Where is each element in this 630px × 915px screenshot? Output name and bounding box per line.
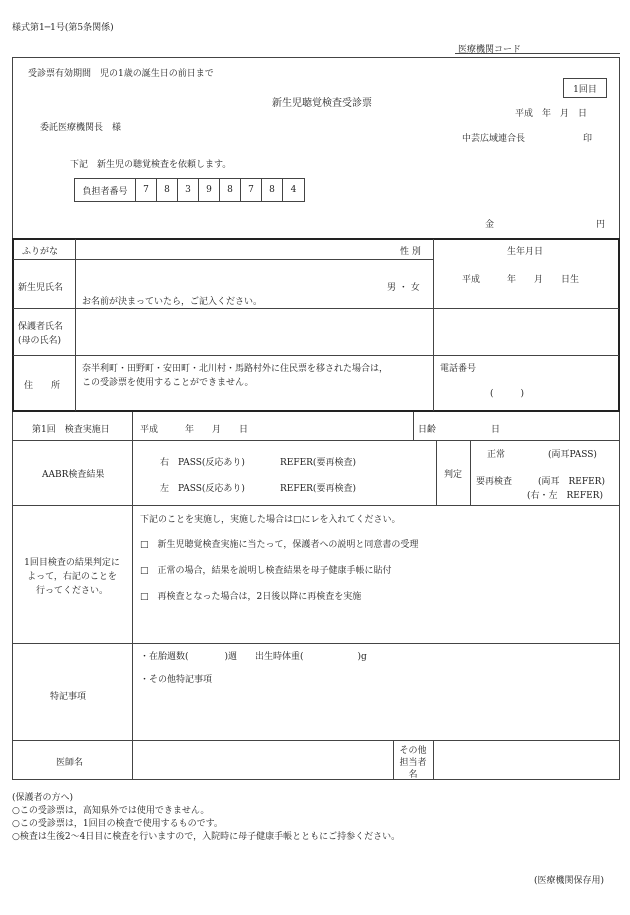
exam-divider — [470, 440, 471, 505]
age-unit: 日 — [491, 425, 501, 435]
judge-label: 判定 — [444, 470, 463, 480]
info-divider — [13, 355, 619, 356]
seal-mark: 印 — [583, 134, 593, 144]
info-divider — [75, 239, 76, 411]
special-notes-label: 特記事項 — [50, 692, 87, 702]
phone-area-code: ( ) — [490, 389, 525, 399]
page-title: 新生児聴覚検査受診票 — [272, 98, 372, 109]
footer-label: (医療機関保存用) — [534, 876, 605, 886]
payer-digit: 7 — [135, 178, 157, 202]
instruction-head: 下記のことを実施し，実施した場合は□にレを入れてください。 — [140, 515, 401, 525]
instruction-label: 1回目検査の結果判定に — [24, 558, 120, 568]
note-item: ○この受診票は，1回目の検査で使用するものです。 — [12, 819, 223, 829]
guardian-label: 保護者氏名 — [18, 322, 64, 332]
other-staff-label: 名 — [408, 770, 418, 780]
judge-normal-pass: (両耳PASS) — [548, 450, 597, 460]
instruction-label: 行ってください。 — [35, 586, 108, 596]
left-ear-refer: REFER(要再検査) — [280, 484, 356, 494]
amount-label: 金 — [485, 220, 495, 230]
judge-retest: 要再検査 — [476, 477, 513, 487]
payer-digit: 3 — [177, 178, 199, 202]
info-divider — [13, 308, 619, 309]
right-ear-refer: REFER(要再検査) — [280, 458, 356, 468]
exam-date-label: 第1回 検査実施日 — [32, 425, 110, 435]
other-staff-label: 担当者 — [399, 758, 427, 768]
age-label: 日齢 — [418, 425, 437, 435]
round-badge: 1回目 — [563, 78, 607, 98]
other-notes-field: ・その他特記事項 — [140, 675, 213, 685]
request-text: 下記 新生児の聴覚検査を依頼します。 — [70, 160, 232, 170]
address-note: この受診票を使用することができません。 — [82, 378, 254, 388]
gestation-weight-field: ・在胎週数( )週 出生時体重( )g — [140, 652, 367, 662]
sex-options: 男 ・ 女 — [387, 283, 420, 293]
medical-code-line — [455, 53, 620, 54]
left-ear-pass: 左 PASS(反応あり) — [160, 484, 245, 494]
payer-digit: 8 — [261, 178, 283, 202]
checkbox-retest[interactable]: □ 再検査となった場合は，2日後以降に再検査を実施 — [140, 592, 362, 602]
sex-label: 性 別 — [400, 247, 421, 257]
exam-date-value: 平成 年 月 日 — [140, 425, 249, 435]
exam-divider — [12, 643, 620, 644]
amount-unit: 円 — [596, 220, 606, 230]
judge-retest-lr: (右・左 REFER) — [527, 491, 603, 501]
payer-digit: 7 — [240, 178, 262, 202]
birth-label: 生年月日 — [507, 247, 544, 257]
payer-label: 負担者番号 — [74, 178, 136, 202]
exam-divider — [12, 505, 620, 506]
exam-divider — [433, 740, 434, 780]
right-ear-pass: 右 PASS(反応あり) — [160, 458, 245, 468]
judge-normal: 正常 — [487, 450, 506, 460]
exam-divider — [12, 440, 620, 441]
validity-text: 受診票有効期間 児の1歳の誕生日の前日まで — [28, 69, 214, 79]
checkbox-consent[interactable]: □ 新生児聴覚検査実施に当たって，保護者への説明と同意書の受理 — [140, 540, 419, 550]
payer-digit: 4 — [282, 178, 305, 202]
instruction-label: よって，右記のことを — [27, 572, 117, 582]
info-divider — [433, 239, 434, 411]
addressee: 委託医療機関長 様 — [40, 123, 122, 133]
other-staff-label: その他 — [399, 746, 427, 756]
notes-header: (保護者の方へ) — [12, 793, 74, 803]
guardian-sub-label: (母の氏名) — [18, 336, 62, 346]
form-number: 様式第1─1号(第5条関係) — [12, 23, 114, 33]
issue-date: 平成 年 月 日 — [515, 109, 588, 119]
address-label: 住 所 — [24, 381, 61, 391]
medical-code-label: 医療機関コード — [458, 45, 522, 55]
checkbox-normal-result[interactable]: □ 正常の場合，結果を説明し検査結果を母子健康手帳に貼付 — [140, 566, 392, 576]
payer-digit: 8 — [219, 178, 241, 202]
info-divider — [13, 259, 433, 260]
name-note: お名前が決まっていたら，ご記入ください。 — [82, 297, 263, 307]
aabr-label: AABR検査結果 — [42, 470, 105, 480]
payer-digit: 8 — [156, 178, 178, 202]
exam-divider — [413, 412, 414, 440]
judge-retest-both: (両耳 REFER) — [538, 477, 605, 487]
note-item: ○検査は生後2〜4日目に検査を行いますので，入院時に母子健康手帳とともにご持参ください。 — [12, 832, 401, 842]
payer-digit: 9 — [198, 178, 220, 202]
issuer: 中芸広域連合長 — [462, 134, 526, 144]
furigana-label: ふりがな — [22, 247, 59, 257]
doctor-name-label: 医師名 — [56, 758, 84, 768]
note-item: ○この受診票は，高知県外では使用できません。 — [12, 806, 210, 816]
exam-divider — [436, 440, 437, 505]
exam-divider — [12, 740, 620, 741]
child-name-label: 新生児氏名 — [18, 283, 64, 293]
exam-divider — [132, 412, 133, 780]
phone-label: 電話番号 — [440, 364, 477, 374]
birth-date: 平成 年 月 日生 — [462, 275, 580, 285]
address-note: 奈半利町・田野町・安田町・北川村・馬路村外に住民票を移された場合は， — [82, 364, 389, 374]
